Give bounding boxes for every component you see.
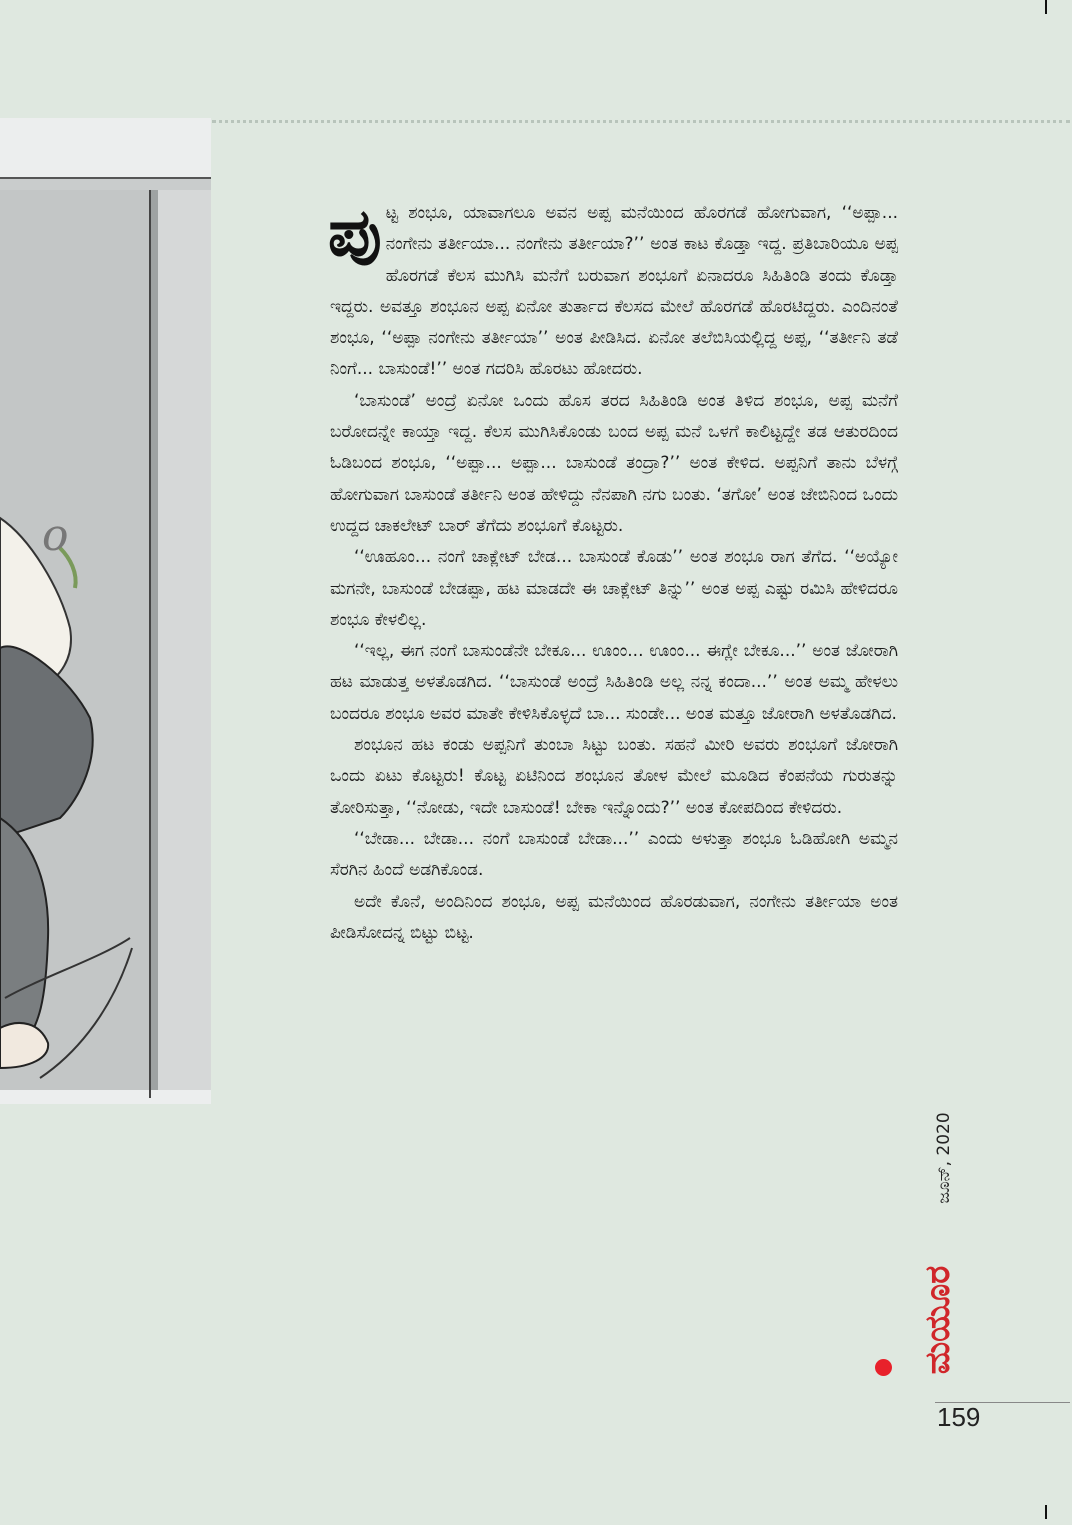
end-of-story-dot <box>875 1359 892 1376</box>
paragraph-7: ಅದೇ ಕೊನೆ, ಅಂದಿನಿಂದ ಶಂಭೂ, ಅಪ್ಪ ಮನೆಯಿಂದ ಹೊರಡುವಾಗ, ನಂಗೇನು ತರ್ತೀಯಾ ಅಂತ ಪೀಡಿಸೋದನ್ನ ಬಿಟ್ಟು ಬಿಟ್ಟ. <box>330 891 898 943</box>
illustration-drawing <box>0 118 211 1104</box>
paragraph-1 <box>328 194 898 386</box>
dotted-divider <box>212 120 1070 123</box>
crop-mark-top <box>1045 0 1047 14</box>
paragraph-4: ‘‘ಇಲ್ಲ, ಈಗ ನಂಗೆ ಬಾಸುಂಡೆನೇ ಬೇಕೂ... ಊಂಂ... ಊಂಂ... ಈಗ್ಲೇ ಬೇಕೂ...’’ ಅಂತ ಜೋರಾಗಿ ಹಟ ಮಾಡುತ್ತ ಅಳತೊಡಗಿದ. ‘‘ಬಾಸುಂಡೆ ಅಂದ್ರೆ ಸಿಹಿತಿಂಡಿ ಅಲ್ಲ ನನ್ನ ಕಂದಾ...’’ ಅಂತ ಅಮ್ಮ ಹೇಳಲು ಬಂದರೂ ಶಂಭೂ ಅವರ ಮಾತೇ ಕೇಳಿಸಿಕೊಳ್ಳದೆ ಬಾ... ಸುಂಡೇ... ಅಂತ ಮತ್ತೂ ಜೋರಾಗಿ ಅಳತೊಡಗಿದ. <box>330 641 898 724</box>
crop-mark-bottom <box>1045 1505 1047 1519</box>
issue-date: ಜೂನ್, 2020 <box>934 1112 954 1204</box>
drop-cap: ಪು <box>328 194 382 271</box>
side-masthead <box>920 1100 970 1390</box>
page-number: 159 <box>937 1402 981 1432</box>
paragraph-1-text: ಟ್ಟ ಶಂಭೂ, ಯಾವಾಗಲೂ ಅವನ ಅಪ್ಪ ಮನೆಯಿಂದ ಹೊರಗಡೆ ಹೋಗುವಾಗ, ‘‘ಅಪ್ಪಾ... ನಂಗೇನು ತರ್ತೀಯಾ... ನಂಗೇನು ತರ್ತೀಯಾ?’’ ಅಂತ ಕಾಟ ಕೊಡ್ತಾ ಇದ್ದ. ಪ್ರತಿಬಾರಿಯೂ ಅಪ್ಪ ಹೊರಗಡೆ ಕೆಲಸ ಮುಗಿಸಿ ಮನೆಗೆ ಬರುವಾಗ ಶಂಭೂಗೆ ಏನಾದರೂ ಸಿಹಿತಿಂಡಿ ತಂದು ಕೊಡ್ತಾ ಇದ್ದರು. ಅವತ್ತೂ ಶಂಭೂನ ಅಪ್ಪ ಏನೋ ತುರ್ತಾದ ಕೆಲಸದ ಮೇಲೆ ಹೊರಗಡೆ ಹೊರಟಿದ್ದರು. ಎಂದಿನಂತೆ ಶಂಭೂ, ‘‘ಅಪ್ಪಾ ನಂಗೇನು ತರ್ತೀಯಾ’’ ಅಂತ ಪೀಡಿಸಿದ. ಏನೋ ತಲೆಬಿಸಿಯಲ್ಲಿದ್ದ ಅಪ್ಪ, ‘‘ತರ್ತೀನಿ ತಡೆ ನಿಂಗೆ... ಬಾಸುಂಡೆ!’’ ಅಂತ ಗದರಿಸಿ ಹೊರಟು ಹೋದರು. <box>330 203 898 380</box>
illustration-letter: o <box>42 510 69 561</box>
paragraph-6: ‘‘ಬೇಡಾ... ಬೇಡಾ... ನಂಗೆ ಬಾಸುಂಡೆ ಬೇಡಾ...’’ ಎಂದು ಅಳುತ್ತಾ ಶಂಭೂ ಓಡಿಹೋಗಿ ಅಮ್ಮನ ಸೆರಗಿನ ಹಿಂದೆ ಅಡಗಿಕೊಂಡ. <box>330 828 898 881</box>
paragraph-3: ‘‘ಊಹೂಂ... ನಂಗೆ ಚಾಕ್ಲೇಟ್ ಬೇಡ... ಬಾಸುಂಡೆ ಕೊಡು’’ ಅಂತ ಶಂಭೂ ರಾಗ ತೆಗೆದ. ‘‘ಅಯ್ಯೋ ಮಗನೇ, ಬಾಸುಂಡೆ ಬೇಡಪ್ಪಾ, ಹಟ ಮಾಡದೇ ಈ ಚಾಕ್ಲೇಟ್ ತಿನ್ನು’’ ಅಂತ ಅಪ್ಪ ಎಷ್ಟು ರಮಿಸಿ ಹೇಳಿದರೂ ಶಂಭೂ ಕೇಳಲಿಲ್ಲ. <box>330 547 898 630</box>
story-illustration <box>0 118 211 1104</box>
magazine-name: ಮಯೂರ <box>918 1265 958 1375</box>
paragraph-2: ‘ಬಾಸುಂಡೆ’ ಅಂದ್ರೆ ಏನೋ ಒಂದು ಹೊಸ ತರದ ಸಿಹಿತಿಂಡಿ ಅಂತ ತಿಳಿದ ಶಂಭೂ, ಅಪ್ಪ ಮನೆಗೆ ಬರೋದನ್ನೇ ಕಾಯ್ತಾ ಇದ್ದ. ಕೆಲಸ ಮುಗಿಸಿಕೊಂಡು ಬಂದ ಅಪ್ಪ ಮನೆ ಒಳಗೆ ಕಾಲಿಟ್ಟದ್ದೇ ತಡ ಆತುರದಿಂದ ಓಡಿಬಂದ ಶಂಭೂ, ‘‘ಅಪ್ಪಾ... ಅಪ್ಪಾ... ಬಾಸುಂಡೆ ತಂದ್ರಾ?’’ ಅಂತ ಕೇಳಿದ. ಅಪ್ಪನಿಗೆ ತಾನು ಬೆಳಗ್ಗೆ ಹೋಗುವಾಗ ಬಾಸುಂಡೆ ತರ್ತೀನಿ ಅಂತ ಹೇಳಿದ್ದು ನೆನಪಾಗಿ ನಗು ಬಂತು. ‘ತಗೋ’ ಅಂತ ಜೇಬಿನಿಂದ ಒಂದು ಉದ್ದದ ಚಾಕಲೇಟ್ ಬಾರ್ ತೆಗೆದು ಶಂಭೂಗೆ ಕೊಟ್ಟರು. <box>330 390 898 536</box>
paragraph-5: ಶಂಭೂನ ಹಟ ಕಂಡು ಅಪ್ಪನಿಗೆ ತುಂಬಾ ಸಿಟ್ಟು ಬಂತು. ಸಹನೆ ಮೀರಿ ಅವರು ಶಂಭೂಗೆ ಜೋರಾಗಿ ಒಂದು ಏಟು ಕೊಟ್ಟರು! ಕೊಟ್ಟ ಏಟಿನಿಂದ ಶಂಭೂನ ತೋಳ ಮೇಲೆ ಮೂಡಿದ ಕೆಂಪನೆಯ ಗುರುತನ್ನು ತೋರಿಸುತ್ತಾ, ‘‘ನೋಡು, ಇದೇ ಬಾಸುಂಡೆ! ಬೇಕಾ ಇನ್ನೊಂದು?’’ ಅಂತ ಕೋಪದಿಂದ ಕೇಳಿದರು. <box>330 735 898 818</box>
story-body <box>328 194 898 949</box>
